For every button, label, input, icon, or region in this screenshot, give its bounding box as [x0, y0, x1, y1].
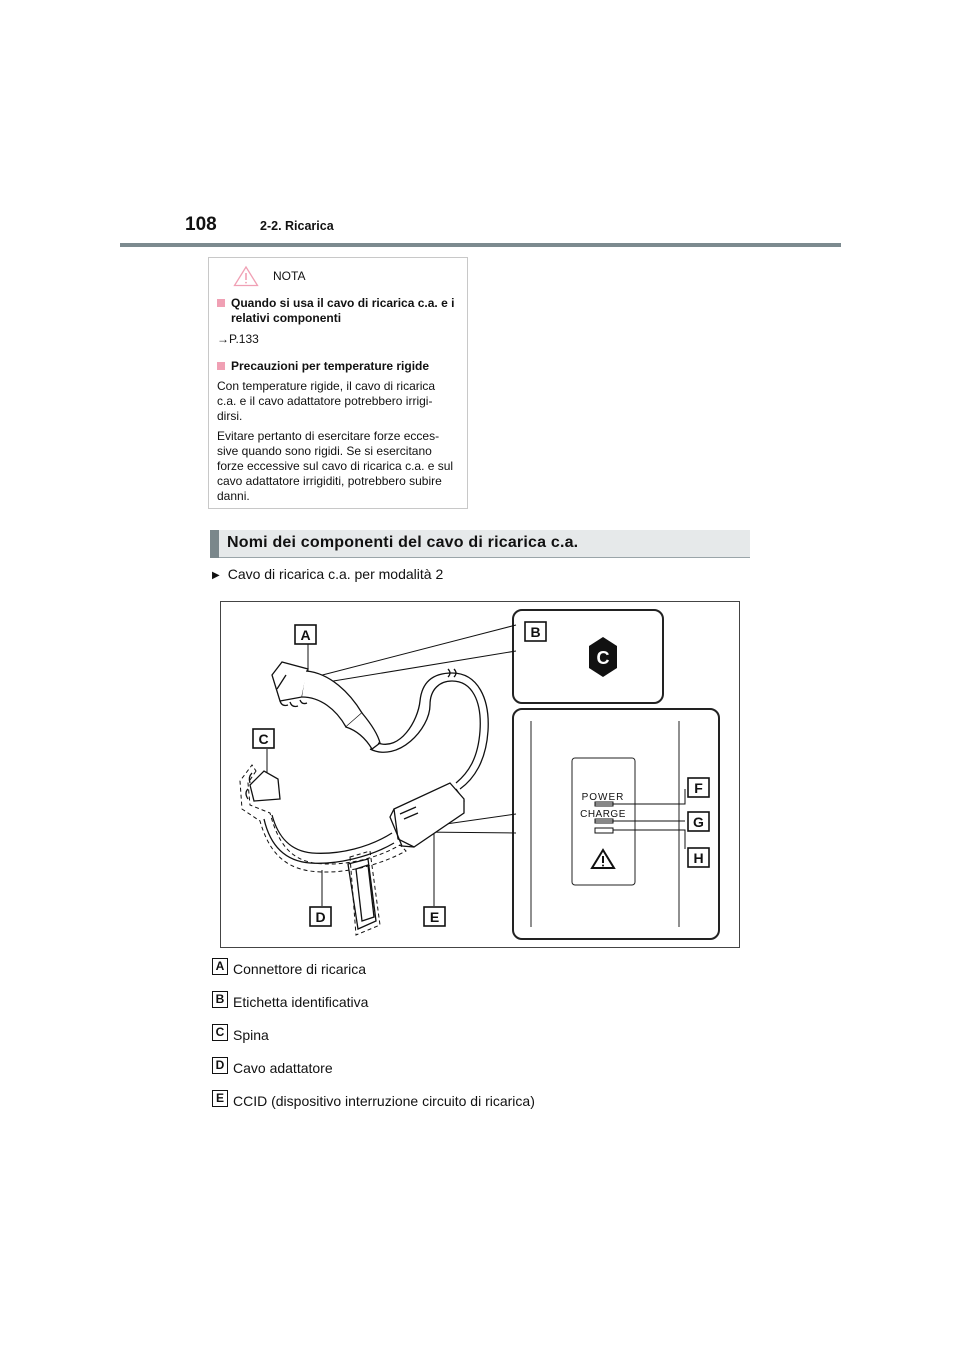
note-title: NOTA [273, 268, 306, 283]
note-header [217, 264, 457, 288]
callout-d-text: D [315, 909, 326, 925]
header-rule [120, 243, 841, 247]
note-paragraph-1: Con temperature rigide, il cavo di ricarica c.a. e il cavo adattatore potrebbero irrigi-dirsi. [217, 379, 436, 423]
banner-title: Nomi dei componenti del cavo di ricarica c.a. [227, 534, 579, 551]
note-paragraph-2: Evitare pertanto di esercitare forze ecces-sive quando sono rigidi. Se si esercitano forze eccessive sul cavo di ricarica c.a. e sul cavo adattatore irrigiditi, potrebbero subire danni. [217, 429, 454, 503]
legend-letter-badge: D [212, 1057, 228, 1074]
note-heading-1-text: Quando si usa il cavo di ricarica c.a. e i relativi componenti [231, 296, 455, 325]
note-heading-2-text: Precauzioni per temperature rigide [231, 359, 430, 373]
legend-item-text: CCID (dispositivo interruzione circuito di ricarica) [233, 1093, 535, 1109]
section-header: 2-2. Ricarica [260, 219, 334, 233]
legend-item-text: Etichetta identificativa [233, 994, 369, 1010]
callout-g-text: G [693, 814, 704, 830]
section-banner [210, 530, 750, 558]
bullet-caption [212, 566, 443, 582]
callout-f [688, 778, 709, 797]
callout-d [310, 907, 331, 926]
callout-h-text: H [693, 850, 704, 866]
callout-e [424, 907, 445, 926]
callout-a-text: A [300, 627, 311, 643]
note-heading-2 [217, 359, 457, 374]
warning-triangle-icon [233, 265, 259, 287]
callout-a [295, 625, 316, 644]
legend-letter-badge: B [212, 991, 228, 1008]
callout-c [253, 729, 274, 748]
charge-label: CHARGE [580, 809, 626, 820]
note-box [208, 257, 468, 509]
bullet-caption-text: Cavo di ricarica c.a. per modalità 2 [227, 566, 444, 582]
note-page-ref: →P.133 [217, 332, 259, 346]
triangle-bullet-icon: ▶ [212, 570, 220, 581]
c-type-symbol-text: C [596, 648, 610, 668]
note-heading-1 [217, 296, 457, 326]
callout-b-text: B [530, 624, 541, 640]
legend-item-text: Connettore di ricarica [233, 961, 367, 977]
banner-accent-bar [210, 530, 219, 558]
callout-b [525, 622, 546, 641]
legend-letter-badge: A [212, 958, 228, 975]
callout-g [688, 812, 709, 831]
callout-e-text: E [429, 909, 440, 925]
page-number: 108 [185, 214, 217, 235]
square-bullet-icon [217, 362, 225, 370]
square-bullet-icon [217, 299, 225, 307]
callout-f-text: F [694, 780, 703, 796]
charging-cable-diagram [220, 601, 740, 948]
legend-item-text: Cavo adattatore [233, 1060, 333, 1076]
callout-h [688, 848, 709, 867]
legend-letter-badge: E [212, 1090, 228, 1107]
legend-item-text: Spina [233, 1027, 269, 1043]
callout-c-text: C [258, 731, 269, 747]
legend-letter-badge: C [212, 1024, 228, 1041]
power-label: POWER [581, 792, 625, 803]
